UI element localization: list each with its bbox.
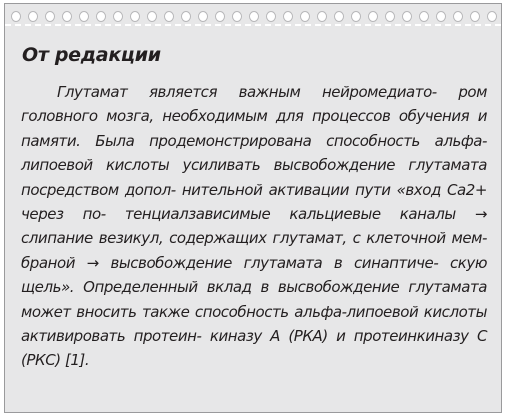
- body-line: глутамата может вносить также способность: [21, 278, 487, 321]
- binding-hole: [147, 11, 157, 22]
- body-line: ром головного мозга, необходимым для процессов: [21, 83, 487, 126]
- binding-hole: [164, 11, 174, 22]
- binding-hole: [300, 11, 310, 22]
- binding-holes: [11, 7, 497, 25]
- body-line: везикул, содержащих глутамат, с клеточной мем-: [98, 229, 487, 248]
- binding-hole: [249, 11, 259, 22]
- binding-hole: [62, 11, 72, 22]
- body-line: скую щель». Определенный вклад в высвобождение: [21, 253, 487, 297]
- body-line: нительной активации пути «вход Са2+ через по-: [21, 180, 487, 224]
- body-line: киназу А (РКА) и протеинкиназу С (РКС) [1].: [21, 327, 487, 370]
- body-line: способность альфа-липоевой кислоты усиливать: [21, 131, 487, 175]
- binding-hole: [11, 11, 21, 22]
- binding-hole: [436, 11, 446, 22]
- binding-hole: [28, 11, 38, 22]
- binding-hole: [232, 11, 242, 22]
- binding-hole: [198, 11, 208, 22]
- body-line: браной → высвобождение глутамата в синаптиче-: [21, 253, 439, 272]
- binding-hole: [215, 11, 225, 22]
- binding-hole: [419, 11, 429, 22]
- binding-hole: [402, 11, 412, 22]
- note-heading: От редакции: [22, 44, 161, 66]
- binding-hole: [79, 11, 89, 22]
- binding-hole: [130, 11, 140, 22]
- binding-hole: [113, 11, 123, 22]
- binding-hole: [351, 11, 361, 22]
- binding-hole: [283, 11, 293, 22]
- body-line: Глутамат является важным нейромедиато-: [57, 83, 437, 101]
- binding-hole: [266, 11, 276, 22]
- editorial-note-panel: [4, 3, 502, 413]
- body-line: альфа-липоевой кислоты активировать протеин-: [21, 302, 487, 346]
- binding-hole: [470, 11, 480, 22]
- binding-hole: [487, 11, 497, 22]
- binding-hole: [368, 11, 378, 22]
- tear-line-divider: [5, 24, 501, 26]
- body-line: тенциалзависимые кальциевые каналы → слипание: [21, 205, 487, 248]
- binding-hole: [453, 11, 463, 22]
- body-line: высвобождение глутамата посредством допол-: [21, 156, 488, 199]
- binding-hole: [181, 11, 191, 22]
- binding-hole: [385, 11, 395, 22]
- note-body-text: [21, 80, 487, 373]
- binding-hole: [317, 11, 327, 22]
- binding-hole: [96, 11, 106, 22]
- binding-hole: [45, 11, 55, 22]
- binding-hole: [334, 11, 344, 22]
- body-line: обучения и памяти. Была продемонстрирована: [21, 107, 487, 150]
